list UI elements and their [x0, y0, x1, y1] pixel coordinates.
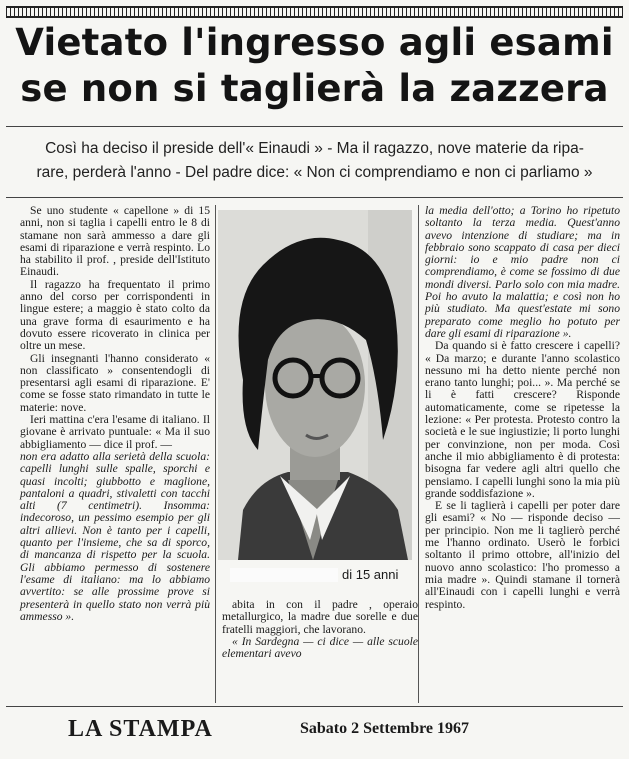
paragraph: Gli insegnanti l'hanno considerato « non classificato » consentendogli di presentarsi agli esami di riparazione. E' come se fosse stato rimandato in tutte le materie: nove.	[20, 351, 210, 414]
article-column-3	[425, 205, 620, 611]
headline-line-2: se non si taglierà la zazzera	[20, 67, 609, 110]
subhead-line-1: Così ha deciso il preside dell'« Einaudi » - Ma il ragazzo, nove materie da ripa-	[45, 140, 584, 157]
top-border	[6, 6, 623, 18]
headline-line-1: Vietato l'ingresso agli esami	[15, 21, 614, 64]
headline-rule	[6, 126, 623, 127]
quote-paragraph: « In Sardegna — ci dice — alle scuole elementari avevo	[222, 634, 418, 661]
quote-paragraph: la media dell'otto; a Torino ho ripetuto soltanto la terza media. Quest'anno avevo intenzione di studiare; ma in febbraio sono scappato di casa per dieci giorni: io e mio padre non ci comprendiamo, è come se fossimo di due mondi diversi. Parlo solo con mia madre. Poi ho avuto la malattia; e così non ho più studiato. Ma quest'estate mi sono preparato come meglio ho potuto per dare gli esami di riparazione ».	[425, 204, 620, 340]
portrait-photo	[218, 210, 412, 560]
subhead-line-2: rare, perderà l'anno - Del padre dice: « Non ci comprendiamo e non ci parliamo »	[36, 164, 593, 181]
paragraph: Da quando si è fatto crescere i capelli? « Da marzo; e durante l'anno scolastico nessuno mi ha detto niente perché non erano tanto lunghi; poi... ». Ma perché se li è fatti crescere? Risponde automaticamente, come se ripetesse la lezione: « Per protesta. Protesto contro la società e le sue ingiustizie; li porto lunghi per convinzione, non per moda. Così anche il mio abbigliamento è di protesta: bisogna far vedere agli altri quello che pensiamo. I capelli lunghi sono la mia più grande soddisfazione ».	[425, 339, 620, 500]
article-column-1	[20, 205, 210, 623]
newspaper-masthead: LA STAMPA	[68, 716, 213, 742]
column-divider-right	[418, 205, 419, 703]
footer-rule	[6, 706, 623, 707]
paragraph: E se li taglierà i capelli per poter dare gli esami? « No — risponde deciso — per principio. Non me li taglierò perché me l'hanno ordinato. Userò le forbici soltanto il primo ottobre, all'inizio del nuovo anno scolastico: l'ho promesso a mia madre ». Quindi stamane il tornerà all'Einaudi con i capelli lunghi e verrà respinto.	[425, 499, 620, 611]
paragraph: Se uno studente « capellone » di 15 anni, non si taglia i capelli entro le 8 di stamane non sarà ammesso a dare gli esami di riparazione e verrà respinto. Lo ha stabilito il prof. , preside dell'Istituto Einaudi.	[20, 204, 210, 279]
caption-text: di 15 anni	[342, 567, 399, 582]
photo-caption	[218, 565, 412, 585]
paragraph: Ieri mattina c'era l'esame di italiano. Il giovane è arrivato puntuale: « Ma il suo abbigliamento — dice il prof. —	[20, 413, 210, 451]
subhead-rule	[6, 197, 623, 198]
portrait-image	[218, 210, 412, 560]
headline	[6, 20, 623, 112]
redacted-name	[230, 568, 338, 582]
column-divider-left	[215, 205, 216, 703]
article-column-2	[222, 599, 418, 660]
quote-paragraph: non era adatto alla serietà della scuola: capelli lunghi sulle spalle, sporchi e quasi incolti; giubbotto e maglione, pantaloni a quadri, stivaletti con tacchi alti (7 centimetri). Insomma: indecoroso, un pessimo esempio per gli altri allievi. Non è tanto per i capelli, quanto per l'insieme, che sa di sporco, di mancanza di rispetto per la scuola. Gli abbiamo permesso di sostenere l'esame di italiano: ma lo abbiamo avvertito: se alle prossime prove si presenterà in quello stato non verrà più ammesso ».	[20, 449, 210, 623]
paragraph: abita in con il padre , operaio metallurgico, la madre due sorelle e due fratelli maggiori, che lavorano.	[222, 598, 418, 636]
paragraph: Il ragazzo ha frequentato il primo anno del corso per corrispondenti in lingue estere; a maggio è stato colto da una grave forma di esaurimento e ha dovuto essere ricoverato in clinica per oltre un mese.	[20, 277, 210, 353]
publication-date: Sabato 2 Settembre 1967	[300, 720, 470, 737]
subheadline	[10, 137, 619, 185]
